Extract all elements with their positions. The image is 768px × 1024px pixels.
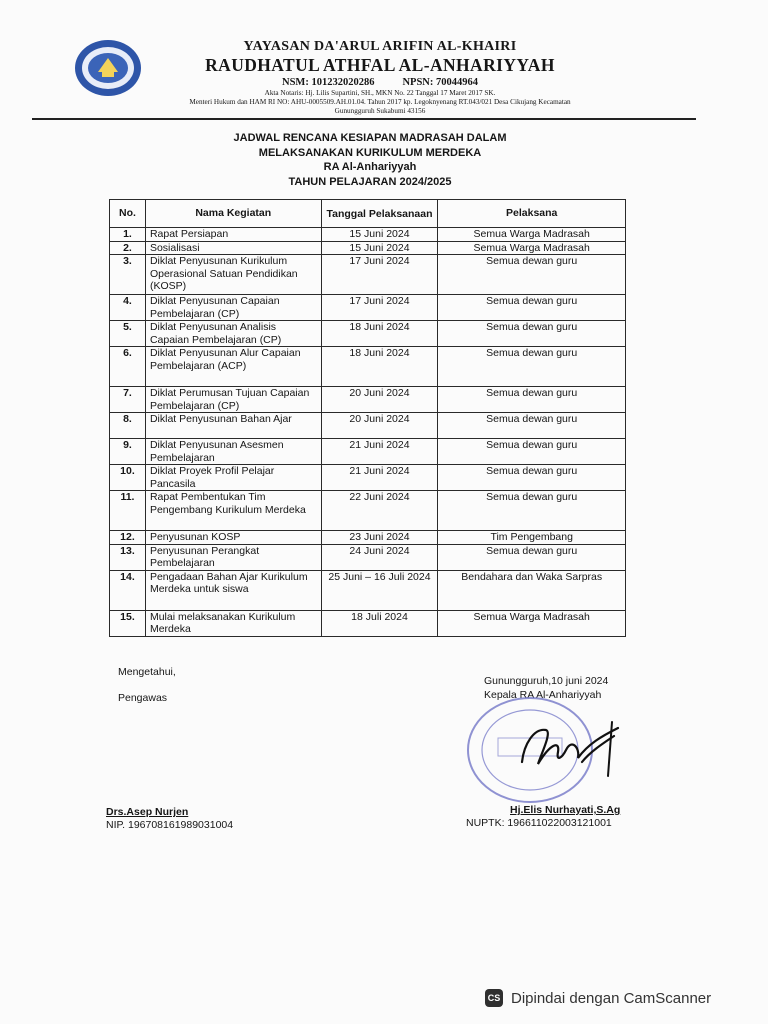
scanner-text: Dipindai dengan CamScanner: [511, 989, 712, 1007]
official-stamp-and-signature: [462, 692, 642, 812]
cell-executor: Semua dewan guru: [438, 347, 626, 387]
cell-name: Diklat Penyusunan Analisis Capaian Pembelajaran (CP): [145, 321, 321, 347]
camscanner-icon: CS: [485, 989, 503, 1007]
npsn-number: NPSN: 70044964: [402, 77, 478, 88]
decree-line: Menteri Hukum dan HAM RI NO: AHU-0005509.AH.01.04. Tahun 2017 kp. Legoknyenang RT.043/021 Desa Cikujang Kecamatan: [189, 98, 571, 106]
scanner-watermark: [471, 984, 758, 1012]
table-row: [110, 531, 626, 545]
cell-name: Sosialisasi: [145, 241, 321, 255]
cell-date: 22 Juni 2024: [321, 491, 438, 531]
cell-executor: Semua dewan guru: [438, 321, 626, 347]
cell-date: 18 Juli 2024: [321, 610, 438, 636]
supervisor-role: Pengawas: [118, 692, 168, 704]
table-row: [110, 295, 626, 321]
table-row: [110, 570, 626, 610]
cell-date: 21 Juni 2024: [321, 439, 438, 465]
cell-no: 4.: [110, 295, 146, 321]
table-row: [110, 228, 626, 242]
cell-no: 13.: [110, 544, 146, 570]
headmaster-nuptk: NUPTK: 196611022003121001: [466, 817, 612, 829]
cell-name: Diklat Penyusunan Capaian Pembelajaran (CP): [145, 295, 321, 321]
nsm-number: NSM: 101232020286: [281, 77, 375, 88]
table-row: [110, 439, 626, 465]
cell-no: 5.: [110, 321, 146, 347]
cell-executor: Semua dewan guru: [438, 491, 626, 531]
header-no: No.: [110, 200, 146, 228]
cell-date: 18 Juni 2024: [321, 321, 438, 347]
header-name: Nama Kegiatan: [145, 200, 321, 228]
cell-name: Diklat Proyek Profil Pelajar Pancasila: [145, 465, 321, 491]
schedule-table: [109, 199, 626, 637]
headmaster-role: Kepala RA Al-Anhariyyah: [484, 689, 602, 701]
table-row: [110, 413, 626, 439]
cell-name: Mulai melaksanakan Kurikulum Merdeka: [145, 610, 321, 636]
cell-date: 24 Juni 2024: [321, 544, 438, 570]
cell-date: 25 Juni – 16 Juli 2024: [321, 570, 438, 610]
cell-name: Pengadaan Bahan Ajar Kurikulum Merdeka untuk siswa: [145, 570, 321, 610]
cell-executor: Semua Warga Madrasah: [438, 610, 626, 636]
cell-executor: Semua dewan guru: [438, 387, 626, 413]
acknowledge-label: Mengetahui,: [118, 666, 176, 678]
cell-no: 11.: [110, 491, 146, 531]
table-row: [110, 610, 626, 636]
cell-executor: Semua Warga Madrasah: [438, 228, 626, 242]
cell-name: Diklat Penyusunan Asesmen Pembelajaran: [145, 439, 321, 465]
cell-date: 23 Juni 2024: [321, 531, 438, 545]
table-header-row: [110, 200, 626, 228]
table-row: [110, 255, 626, 295]
notary-line: Akta Notaris: Hj. Lilis Supartini, SH., MKN No. 22 Tanggal 17 Maret 2017 SK.: [264, 89, 496, 97]
cell-executor: Bendahara dan Waka Sarpras: [438, 570, 626, 610]
headmaster-name: Hj.Elis Nurhayati,S.Ag: [510, 804, 621, 816]
table-row: [110, 491, 626, 531]
cell-date: 18 Juni 2024: [321, 347, 438, 387]
cell-no: 10.: [110, 465, 146, 491]
cell-date: 15 Juni 2024: [321, 228, 438, 242]
cell-name: Rapat Persiapan: [145, 228, 321, 242]
letterhead: [150, 38, 610, 116]
supervisor-nip: NIP. 196708161989031004: [106, 819, 234, 831]
cell-name: Diklat Penyusunan Alur Capaian Pembelajaran (ACP): [145, 347, 321, 387]
title-line-1: JADWAL RENCANA KESIAPAN MADRASAH DALAM: [233, 132, 507, 144]
cell-no: 6.: [110, 347, 146, 387]
table-row: [110, 465, 626, 491]
cell-name: Diklat Penyusunan Bahan Ajar: [145, 413, 321, 439]
title-line-2: MELAKSANAKAN KURIKULUM MERDEKA: [258, 146, 482, 159]
place-date: Gunungguruh,10 juni 2024: [484, 675, 609, 687]
table-row: [110, 544, 626, 570]
cell-executor: Semua dewan guru: [438, 295, 626, 321]
cell-date: 21 Juni 2024: [321, 465, 438, 491]
cell-name: Rapat Pembentukan Tim Pengembang Kurikulum Merdeka: [145, 491, 321, 531]
letterhead-divider: [32, 118, 696, 120]
cell-executor: Semua dewan guru: [438, 255, 626, 295]
registration-numbers: [150, 76, 610, 89]
foundation-name: YAYASAN DA'ARUL ARIFIN AL-KHAIRI: [243, 39, 517, 54]
document-title: [180, 131, 560, 189]
school-name: RAUDHATUL ATHFAL AL-ANHARIYYAH: [205, 55, 555, 75]
table-row: [110, 387, 626, 413]
cell-executor: Tim Pengembang: [438, 531, 626, 545]
title-line-3: RA Al-Anhariyyah: [323, 161, 417, 173]
cell-no: 15.: [110, 610, 146, 636]
cell-no: 2.: [110, 241, 146, 255]
cell-date: 17 Juni 2024: [321, 255, 438, 295]
school-logo-icon: [72, 38, 144, 98]
cell-no: 1.: [110, 228, 146, 242]
cell-date: 20 Juni 2024: [321, 387, 438, 413]
cell-no: 9.: [110, 439, 146, 465]
cell-executor: Semua dewan guru: [438, 544, 626, 570]
cell-executor: Semua dewan guru: [438, 439, 626, 465]
cell-name: Penyusunan Perangkat Pembelajaran: [145, 544, 321, 570]
cell-name: Diklat Perumusan Tujuan Capaian Pembelajaran (CP): [145, 387, 321, 413]
cell-no: 3.: [110, 255, 146, 295]
cell-executor: Semua dewan guru: [438, 465, 626, 491]
address-line: Gunungguruh Sukabumi 43156: [334, 107, 426, 115]
cell-no: 12.: [110, 531, 146, 545]
cell-date: 17 Juni 2024: [321, 295, 438, 321]
cell-date: 15 Juni 2024: [321, 241, 438, 255]
header-executor: Pelaksana: [438, 200, 626, 228]
cell-date: 20 Juni 2024: [321, 413, 438, 439]
cell-no: 8.: [110, 413, 146, 439]
cell-executor: Semua dewan guru: [438, 413, 626, 439]
title-line-4: TAHUN PELAJARAN 2024/2025: [288, 175, 452, 188]
cell-no: 7.: [110, 387, 146, 413]
cell-name: Diklat Penyusunan Kurikulum Operasional Satuan Pendidikan (KOSP): [145, 255, 321, 295]
cell-no: 14.: [110, 570, 146, 610]
supervisor-name: Drs.Asep Nurjen: [106, 806, 189, 818]
table-row: [110, 241, 626, 255]
header-date: Tanggal Pelaksanaan: [321, 200, 438, 228]
table-row: [110, 347, 626, 387]
table-row: [110, 321, 626, 347]
cell-name: Penyusunan KOSP: [145, 531, 321, 545]
cell-executor: Semua Warga Madrasah: [438, 241, 626, 255]
